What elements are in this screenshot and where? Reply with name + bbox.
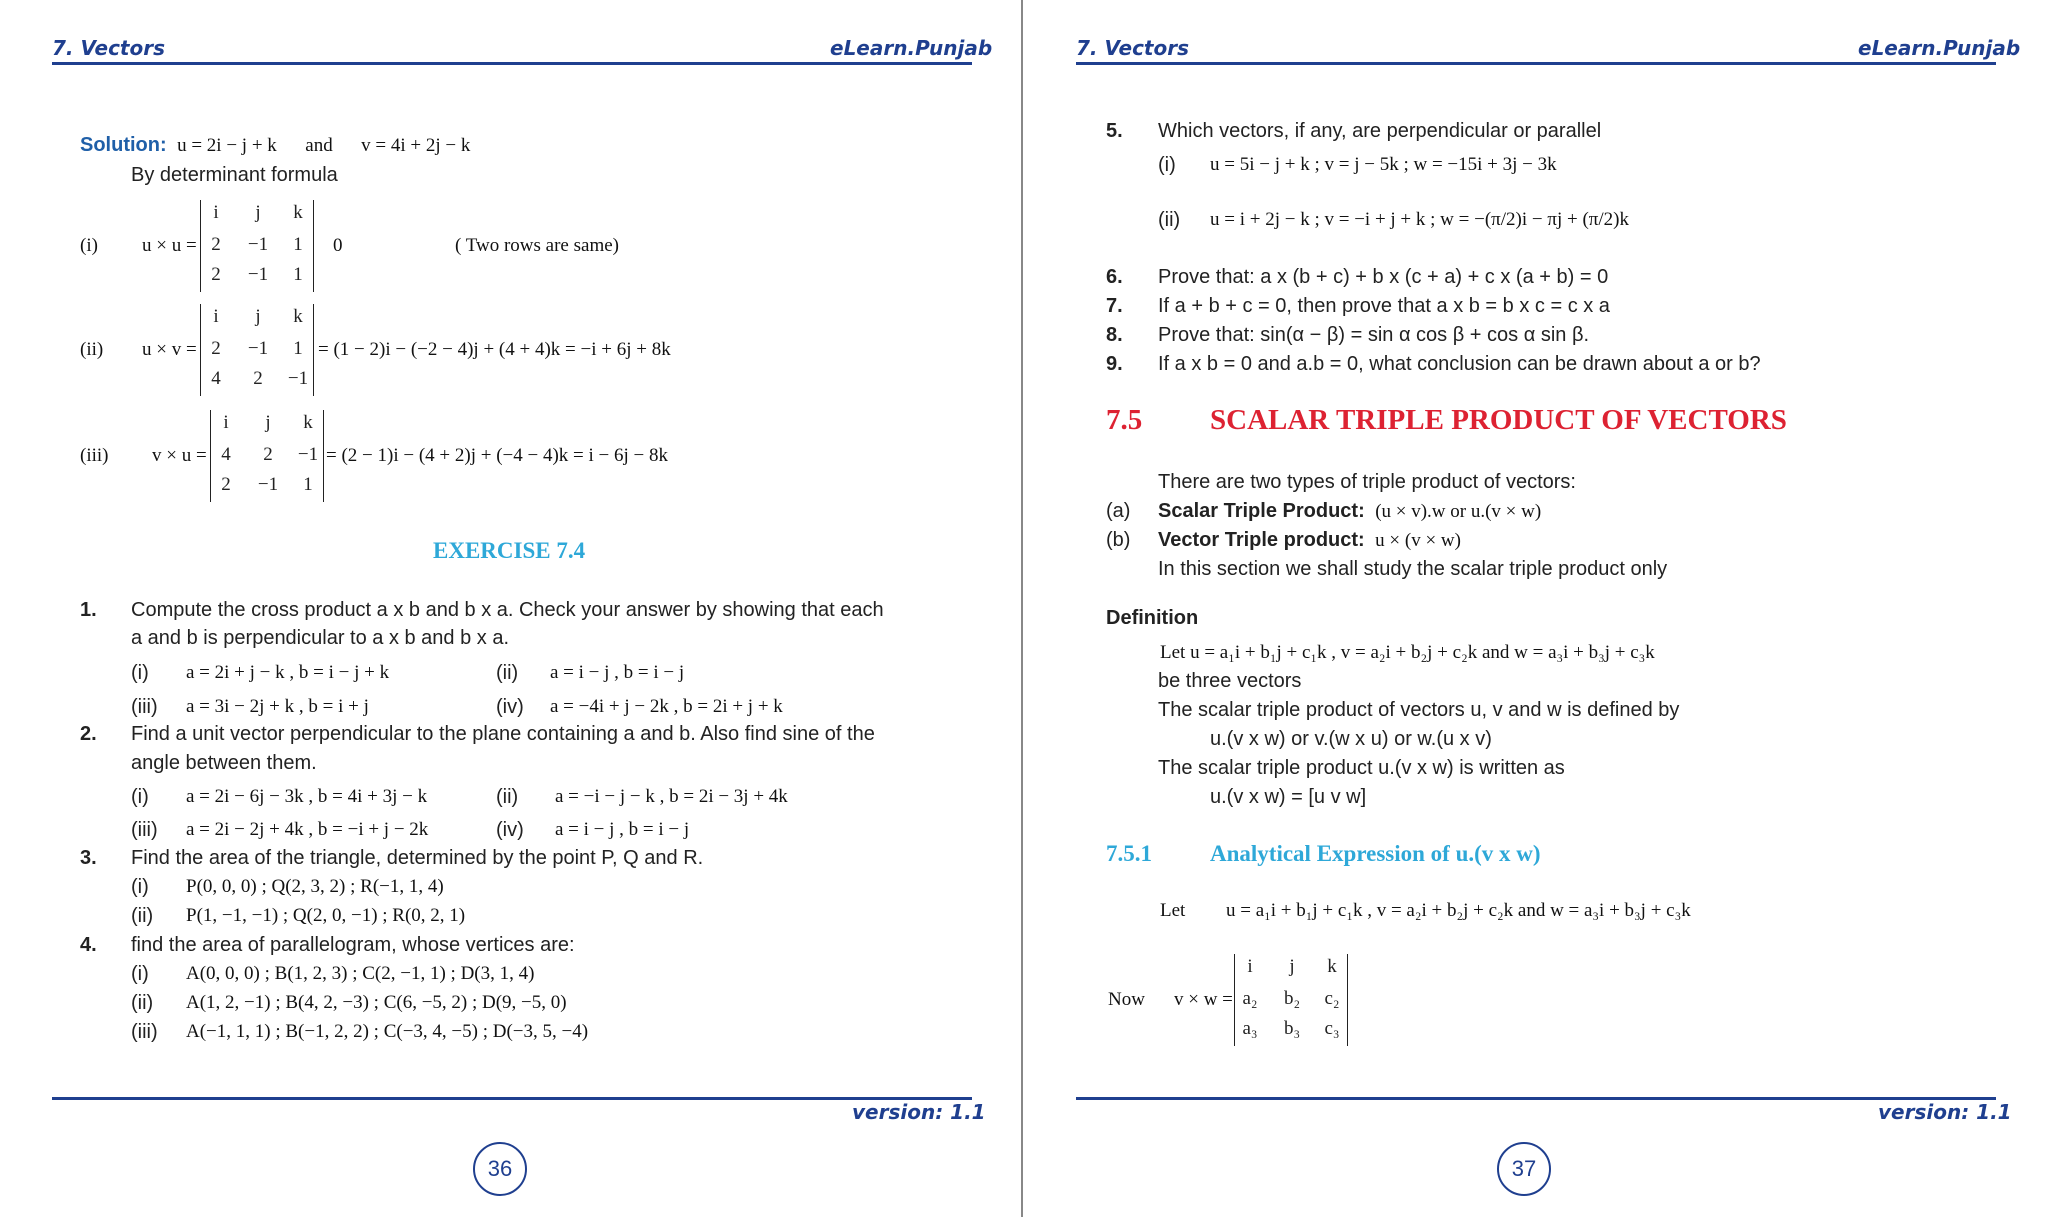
- item-text: a = 2i − 2j + 4k , b = −i + j − 2k: [186, 819, 429, 840]
- question-text: Find a unit vector perpendicular to the plane containing a and b. Also find sine of the: [131, 723, 875, 745]
- item-text: a = i − j , b = i − j: [550, 662, 685, 683]
- item-label: (iii): [131, 1021, 158, 1043]
- question-text: If a + b + c = 0, then prove that a x b = b x c = c x a: [1158, 295, 1610, 317]
- exercise-title: EXERCISE 7.4: [433, 538, 586, 563]
- question-text: angle between them.: [131, 752, 317, 774]
- det-cell: 2: [211, 234, 221, 255]
- question-number: 5.: [1106, 120, 1123, 142]
- solution-v: v = 4i + 2j − k: [361, 135, 471, 156]
- det-cell: i: [213, 202, 219, 223]
- item-text: a = 2i + j − k , b = i − j + k: [186, 662, 390, 683]
- det-cell: i: [223, 412, 229, 433]
- det-cell: 4: [211, 368, 221, 389]
- question-text: Prove that: a x (b + c) + b x (c + a) + c x (a + b) = 0: [1158, 266, 1609, 288]
- item-text: a = 2i − 6j − 3k , b = 4i + 3j − k: [186, 786, 428, 807]
- header-brand: eLearn.Punjab: [1858, 36, 2021, 60]
- item-label: (b): [1106, 529, 1131, 551]
- definition-text: be three vectors: [1158, 670, 1302, 692]
- question-text: a and b is perpendicular to a x b and b x a.: [131, 627, 510, 649]
- det-cell: 1: [303, 474, 313, 495]
- question-text: If a x b = 0 and a.b = 0, what conclusion can be drawn about a or b?: [1158, 353, 1761, 375]
- det-cell: 1: [293, 338, 303, 359]
- det-cell: −1: [297, 444, 319, 465]
- item-text: u = 5i − j + k ; v = j − 5k ; w = −15i + 3j − 3k: [1210, 154, 1557, 175]
- question-number: 7.: [1106, 295, 1123, 317]
- question-text: Find the area of the triangle, determined by the point P, Q and R.: [131, 847, 704, 869]
- item-text: a = −4i + j − 2k , b = 2i + j + k: [550, 696, 783, 717]
- question-text: find the area of parallelogram, whose vertices are:: [131, 934, 575, 956]
- det-cell: j: [265, 412, 271, 433]
- scope-text: In this section we shall study the scalar triple product only: [1158, 558, 1668, 580]
- det-cell: c₂: [1324, 988, 1340, 1009]
- determinant: [1234, 954, 1348, 1046]
- item-label: (i): [131, 786, 149, 808]
- part-lhs: v × u =: [152, 445, 207, 466]
- let-word: Let: [1160, 900, 1186, 921]
- definition-text: The scalar triple product u.(v x w) is written as: [1158, 757, 1565, 779]
- det-cell: b₃: [1283, 1018, 1301, 1039]
- header-brand: eLearn.Punjab: [830, 36, 993, 60]
- det-cell: c₃: [1324, 1018, 1340, 1039]
- part-lhs: u × v =: [142, 339, 197, 360]
- item-text: A(1, 2, −1) ; B(4, 2, −3) ; C(6, −5, 2) ; D(9, −5, 0): [186, 992, 567, 1013]
- header-rule: [1076, 62, 1996, 65]
- question-text: Which vectors, if any, are perpendicular or parallel: [1158, 120, 1602, 142]
- det-cell: j: [255, 202, 261, 223]
- header-title: 7. Vectors: [1076, 36, 1189, 60]
- page-number: 37: [1497, 1142, 1551, 1196]
- det-cell: a₂: [1242, 988, 1258, 1009]
- det-cell: a₃: [1242, 1018, 1258, 1039]
- det-cell: k: [1327, 956, 1337, 977]
- part-rhs: = (1 − 2)i − (−2 − 4)j + (4 + 4)k = −i + 6j + 8k: [318, 339, 671, 360]
- now-word: Now: [1108, 989, 1145, 1010]
- solution-line: [80, 134, 470, 157]
- det-cell: k: [293, 202, 303, 223]
- item-text: a = i − j , b = i − j: [555, 819, 690, 840]
- page-number: 36: [473, 1142, 527, 1196]
- type-a-math: (u × v).w or u.(v × w): [1375, 501, 1542, 522]
- definition-title: Definition: [1106, 607, 1199, 629]
- item-label: (i): [131, 963, 149, 985]
- item-text: a = 3i − 2j + k , b = i + j: [186, 696, 369, 717]
- item-label: (i): [131, 662, 149, 684]
- det-cell: k: [303, 412, 313, 433]
- det-cell: 2: [211, 264, 221, 285]
- solution-u: u = 2i − j + k: [177, 135, 277, 156]
- det-cell: −1: [247, 234, 269, 255]
- det-cell: 2: [263, 444, 273, 465]
- part-note: ( Two rows are same): [455, 235, 619, 256]
- det-cell: −1: [287, 368, 309, 389]
- definition-let: Let u = a₁i + b₁j + c₁k , v = a₂i + b₂j + c₂k and w = a₃i + b₃j + c₃k: [1160, 642, 1655, 663]
- item-label: (ii): [496, 786, 519, 808]
- type-a-title: Scalar Triple Product:: [1158, 500, 1365, 522]
- type-b-math: u × (v × w): [1375, 530, 1461, 551]
- type-a-line: [1158, 500, 1541, 523]
- item-label: (ii): [131, 992, 154, 1014]
- part-label: (i): [80, 235, 98, 256]
- section-title: SCALAR TRIPLE PRODUCT OF VECTORS: [1210, 404, 1787, 436]
- question-number: 3.: [80, 847, 97, 869]
- det-cell: 2: [211, 338, 221, 359]
- item-label: (iv): [496, 696, 524, 718]
- now-lhs: v × w =: [1174, 989, 1233, 1010]
- version-label: version: 1.1: [852, 1100, 986, 1124]
- definition-text: u.(v x w) or v.(w x u) or w.(u x v): [1210, 728, 1492, 750]
- intro-text: There are two types of triple product of vectors:: [1158, 471, 1576, 493]
- subsection-title: Analytical Expression of u.(v x w): [1210, 841, 1541, 866]
- item-label: (ii): [131, 905, 154, 927]
- left-page: [0, 0, 1023, 1217]
- question-number: 9.: [1106, 353, 1123, 375]
- by-determinant: By determinant formula: [131, 164, 338, 186]
- part-label: (iii): [80, 445, 109, 466]
- det-cell: −1: [247, 338, 269, 359]
- question-number: 1.: [80, 599, 97, 621]
- item-text: P(1, −1, −1) ; Q(2, 0, −1) ; R(0, 2, 1): [186, 905, 466, 926]
- item-label: (iv): [496, 819, 524, 841]
- item-label: (i): [131, 876, 149, 898]
- definition-text: The scalar triple product of vectors u, v and w is defined by: [1158, 699, 1680, 721]
- question-number: 6.: [1106, 266, 1123, 288]
- item-text: a = −i − j − k , b = 2i − 3j + 4k: [555, 786, 788, 807]
- item-text: P(0, 0, 0) ; Q(2, 3, 2) ; R(−1, 1, 4): [186, 876, 444, 897]
- header-rule: [52, 62, 972, 65]
- part-rhs: = (2 − 1)i − (4 + 2)j + (−4 − 4)k = i − 6j − 8k: [326, 445, 668, 466]
- item-label: (ii): [1158, 209, 1181, 231]
- det-cell: 1: [293, 264, 303, 285]
- part-rhs: 0: [333, 235, 343, 256]
- version-label: version: 1.1: [1878, 1100, 2012, 1124]
- det-cell: 4: [221, 444, 231, 465]
- det-cell: j: [255, 306, 261, 327]
- question-number: 2.: [80, 723, 97, 745]
- question-text: Compute the cross product a x b and b x a. Check your answer by showing that each: [131, 599, 884, 621]
- part-label: (ii): [80, 339, 104, 360]
- det-cell: i: [213, 306, 219, 327]
- det-cell: 2: [253, 368, 263, 389]
- det-cell: b₂: [1283, 988, 1301, 1009]
- question-number: 4.: [80, 934, 97, 956]
- item-label: (iii): [131, 696, 158, 718]
- item-label: (i): [1158, 154, 1176, 176]
- header-title: 7. Vectors: [52, 36, 165, 60]
- type-b-line: [1158, 529, 1461, 552]
- item-label: (ii): [496, 662, 519, 684]
- item-text: u = i + 2j − k ; v = −i + j + k ; w = −(π/2)i − πj + (π/2)k: [1210, 209, 1629, 230]
- question-text: Prove that: sin(α − β) = sin α cos β + cos α sin β.: [1158, 324, 1590, 346]
- det-cell: −1: [257, 474, 279, 495]
- determinant: [200, 200, 314, 292]
- item-text: A(0, 0, 0) ; B(1, 2, 3) ; C(2, −1, 1) ; D(3, 1, 4): [186, 963, 535, 984]
- determinant: [210, 410, 324, 502]
- item-label: (iii): [131, 819, 158, 841]
- type-b-title: Vector Triple product:: [1158, 529, 1365, 551]
- det-cell: −1: [247, 264, 269, 285]
- part-lhs: u × u =: [142, 235, 197, 256]
- solution-and: and: [305, 135, 333, 156]
- determinant: [200, 304, 314, 396]
- solution-label: Solution:: [80, 134, 167, 156]
- subsection-number: 7.5.1: [1106, 841, 1152, 866]
- section-number: 7.5: [1106, 404, 1143, 436]
- det-cell: 1: [293, 234, 303, 255]
- item-text: A(−1, 1, 1) ; B(−1, 2, 2) ; C(−3, 4, −5) ; D(−3, 5, −4): [186, 1021, 589, 1042]
- det-cell: i: [1247, 956, 1253, 977]
- right-page: [1024, 0, 2045, 1217]
- item-label: (a): [1106, 500, 1131, 522]
- let-expression: u = a₁i + b₁j + c₁k , v = a₂i + b₂j + c₂k and w = a₃i + b₃j + c₃k: [1226, 900, 1691, 921]
- det-cell: j: [1289, 956, 1295, 977]
- det-cell: k: [293, 306, 303, 327]
- definition-text: u.(v x w) = [u v w]: [1210, 786, 1367, 808]
- footer-rule: [1076, 1097, 1996, 1100]
- det-cell: 2: [221, 474, 231, 495]
- footer-rule: [52, 1097, 972, 1100]
- question-number: 8.: [1106, 324, 1123, 346]
